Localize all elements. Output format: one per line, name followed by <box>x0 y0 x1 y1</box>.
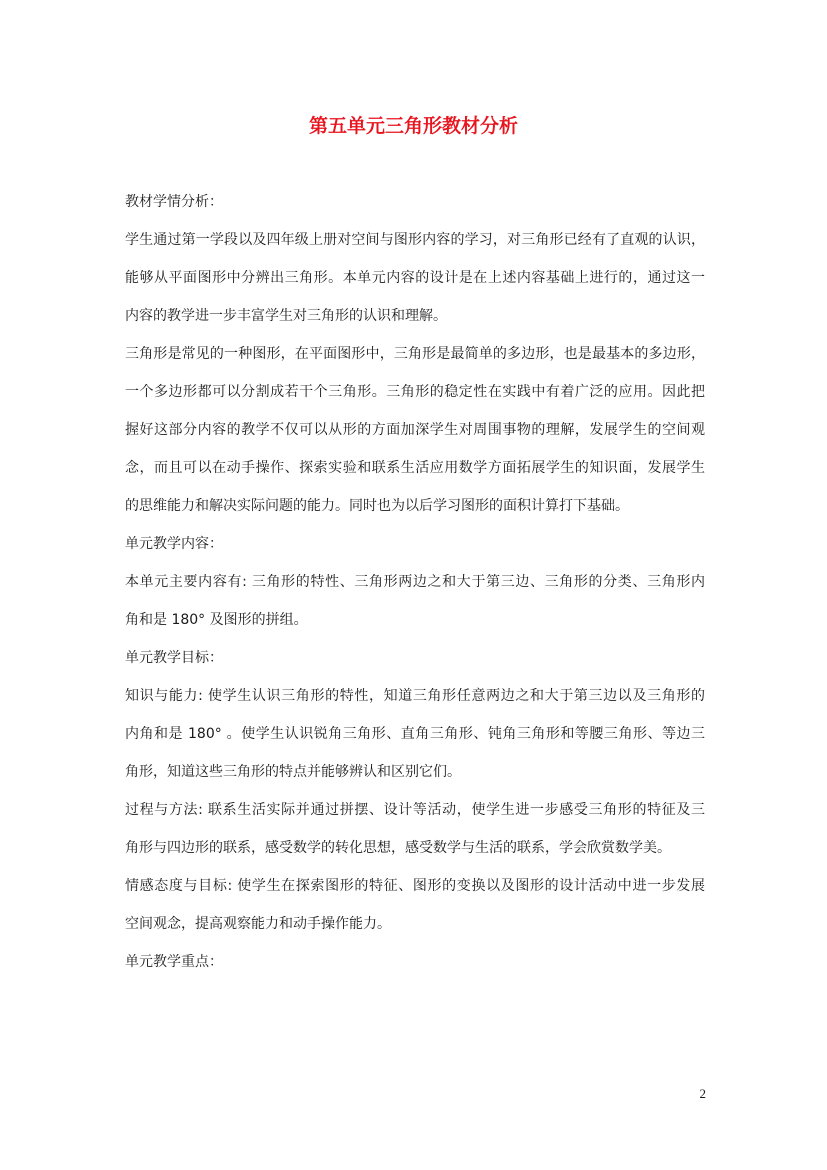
heading-content: 单元教学内容： <box>125 536 223 552</box>
paragraph-line: 三角形是常见的一种图形，在平面图形中，三角形是最简单的多边形，也是最基本的多边形， <box>125 346 705 362</box>
document-body <box>125 190 705 988</box>
paragraph-line: 念，而且可以在动手操作、探索实验和联系生活应用数学方面拓展学生的知识面，发展学生 <box>125 460 705 476</box>
paragraph-line: 情感态度与目标: 使学生在探索图形的特征、图形的变换以及图形的设计活动中进一步发展 <box>125 878 705 894</box>
heading-key-points: 单元教学重点： <box>125 954 223 970</box>
paragraph-line: 的思维能力和解决实际问题的能力。同时也为以后学习图形的面积计算打下基础。 <box>125 498 629 514</box>
paragraph-line: 本单元主要内容有: 三角形的特性、三角形两边之和大于第三边、三角形的分类、三角形内 <box>125 574 705 590</box>
heading-goals: 单元教学目标： <box>125 650 223 666</box>
document-title: 第五单元三角形教材分析 <box>308 115 518 137</box>
paragraph-line: 一个多边形都可以分割成若干个三角形。三角形的稳定性在实践中有着广泛的应用。因此把 <box>125 384 705 400</box>
paragraph-line: 角形，知道这些三角形的特点并能够辨认和区别它们。 <box>125 764 461 780</box>
paragraph-line: 知识与能力: 使学生认识三角形的特性，知道三角形任意两边之和大于第三边以及三角形的 <box>125 688 705 704</box>
paragraph-line: 空间观念，提高观察能力和动手操作能力。 <box>125 916 391 932</box>
paragraph-line: 角形与四边形的联系，感受数学的转化思想，感受数学与生活的联系，学会欣赏数学美。 <box>125 840 671 856</box>
paragraph-line: 内角和是 180° 。使学生认识锐角三角形、直角三角形、钝角三角形和等腰三角形、等边三 <box>125 726 705 742</box>
page-number: 2 <box>699 1086 706 1101</box>
paragraph-line: 握好这部分内容的教学不仅可以从形的方面加深学生对周围事物的理解，发展学生的空间观 <box>125 422 705 438</box>
paragraph-line: 学生通过第一学段以及四年级上册对空间与图形内容的学习，对三角形已经有了直观的认识， <box>125 232 705 248</box>
paragraph-line: 角和是 180° 及图形的拼组。 <box>125 612 308 628</box>
paragraph-line: 内容的教学进一步丰富学生对三角形的认识和理解。 <box>125 308 447 324</box>
paragraph-line: 能够从平面图形中分辨出三角形。本单元内容的设计是在上述内容基础上进行的，通过这一 <box>125 270 705 286</box>
heading-analysis: 教材学情分析： <box>125 194 223 210</box>
paragraph-line: 过程与方法: 联系生活实际并通过拼摆、设计等活动，使学生进一步感受三角形的特征及三 <box>125 802 705 818</box>
